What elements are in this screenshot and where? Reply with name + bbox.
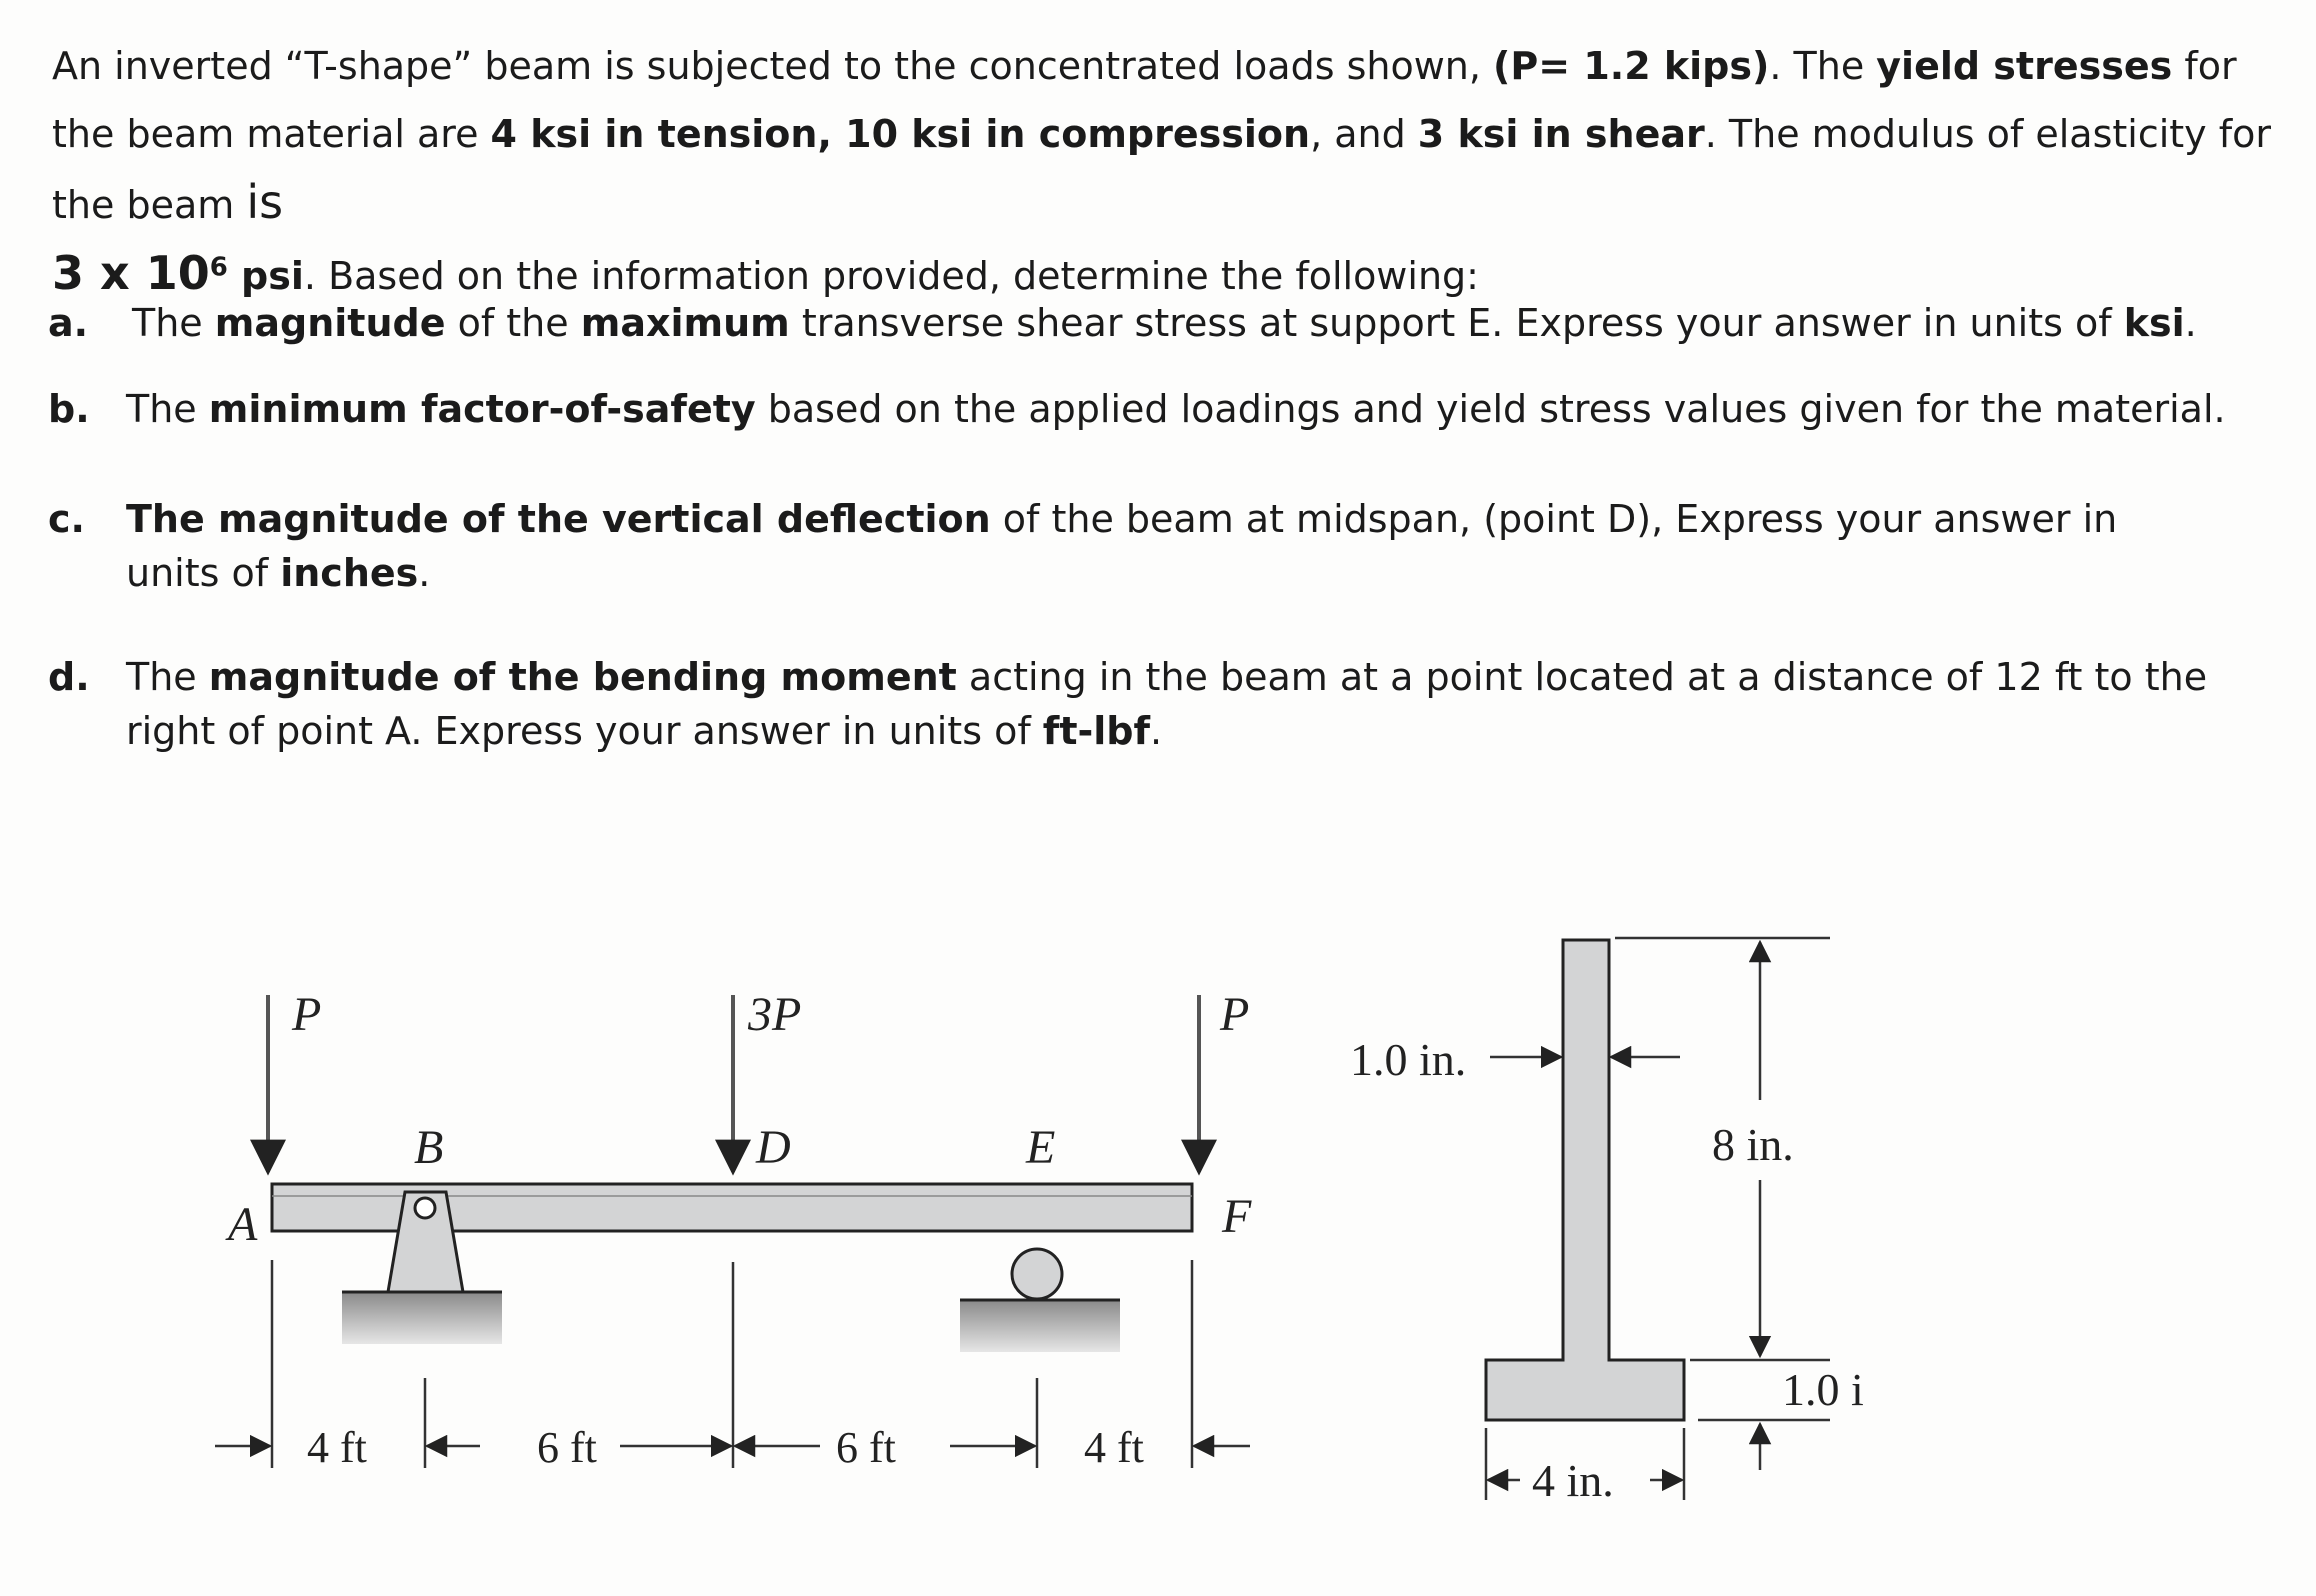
modulus-value: 3 x 10 [52,246,210,300]
dim-4ft-right: 4 ft [1084,1423,1144,1472]
label-D: D [756,1121,791,1174]
question-c-label: c. [48,497,85,541]
question-a-text: The magnitude of the maximum transverse shear stress at support E. Express your answer in units of ksi. [132,301,2197,345]
intro-text-6: . Based on the information provided, determine the following: [303,254,1479,298]
dim-4ft-left: 4 ft [307,1423,367,1472]
question-b-text: The minimum factor-of-safety based on the applied loadings and yield stress values given for the material. [126,387,2226,431]
yield-stresses-label: yield stresses [1876,44,2173,88]
intro-text-4: , and [1310,112,1418,156]
question-c-text: The magnitude of the vertical deflection of the beam at midspan, (point D), Express your answer in units of inches. [126,497,2118,595]
intro-text-3: for the beam material are [52,44,2237,156]
question-b-label: b. [48,387,90,431]
label-P-left: P [292,988,322,1041]
label-F: F [1222,1190,1252,1243]
question-d-text: The magnitude of the bending moment acting in the beam at a point located at a distance of 12 ft to the right of point A. Express your answer in units of ft-lbf. [126,655,2208,753]
question-a-label: a. [48,301,89,345]
dim-6ft-right: 6 ft [836,1423,896,1472]
roller-support-E [960,1249,1120,1352]
label-3P: 3P [748,988,802,1041]
intro-text-5: . The modulus of elasticity for the beam [52,112,2272,227]
label-E: E [1026,1121,1056,1174]
tension-compression-values: 4 ksi in tension, 10 ksi in compression [490,112,1311,156]
label-A: A [228,1198,258,1251]
section-label-flange-thickness: 1.0 i [1782,1364,1864,1415]
modulus-unit: psi [227,254,304,298]
is-word: is [246,175,284,229]
section-label-flange-width: 4 in. [1532,1455,1614,1506]
modulus-exponent: 6 [209,252,228,283]
label-P-right: P [1220,988,1250,1041]
ground-E [960,1300,1120,1352]
intro-text-2: . The [1769,44,1877,88]
intro-text-1: An inverted “T-shape” beam is subjected to the concentrated loads shown, [52,44,1494,88]
t-section [1486,940,1684,1420]
section-label-height: 8 in. [1712,1119,1794,1170]
section-label-web-width: 1.0 in. [1350,1034,1467,1085]
load-value: (P= 1.2 kips) [1493,44,1770,88]
dim-6ft-left: 6 ft [537,1423,597,1472]
question-d-label: d. [48,655,90,699]
ground-B [342,1292,502,1344]
label-B: B [414,1121,444,1174]
shear-value: 3 ksi in shear [1417,112,1705,156]
